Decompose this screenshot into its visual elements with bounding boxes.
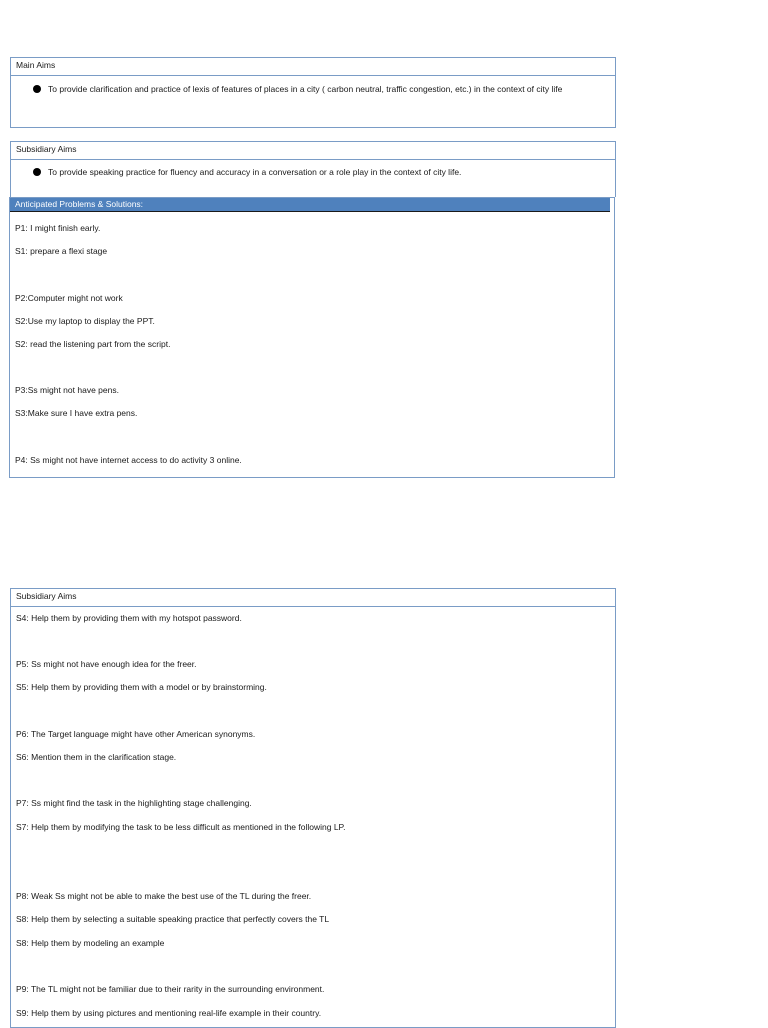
problem-line: P6: The Target language might have other American synonyms.: [16, 729, 256, 739]
main-aims-box: [10, 57, 616, 128]
problem-line: P4: Ss might not have internet access to do activity 3 online.: [15, 455, 242, 465]
bullet-icon: [33, 168, 41, 176]
solution-line: S2:Use my laptop to display the PPT.: [15, 316, 155, 326]
bullet-icon: [33, 85, 41, 93]
page2-header: Subsidiary Aims: [11, 589, 615, 607]
subsidiary-aims-box: [10, 141, 616, 197]
main-aims-bullet: [11, 76, 615, 103]
solution-line: S8: Help them by selecting a suitable speaking practice that perfectly covers the TL: [16, 914, 330, 924]
subsidiary-aims-text: To provide speaking practice for fluency and accuracy in a conversation or a role play in the context of city life.: [48, 167, 462, 177]
problem-line: P8: Weak Ss might not be able to make the best use of the TL during the freer.: [16, 891, 312, 901]
main-aims-text: To provide clarification and practice of lexis of features of places in a city ( carbon neutral, traffic congestion, etc.) in the context of city life: [48, 84, 563, 94]
subsidiary-aims-bullet: [11, 160, 615, 186]
solution-line: S8: Help them by modeling an example: [16, 938, 165, 948]
solution-line: S7: Help them by modifying the task to be less difficult as mentioned in the following LP.: [16, 822, 346, 832]
subsidiary-aims-header: Subsidiary Aims: [11, 142, 615, 160]
problems-header: Anticipated Problems & Solutions:: [10, 198, 610, 212]
solution-line: S9: Help them by using pictures and mentioning real-life example in their country.: [16, 1008, 322, 1018]
problem-line: P3:Ss might not have pens.: [15, 385, 119, 395]
solution-line: S2: read the listening part from the script.: [15, 339, 171, 349]
problem-line: P2:Computer might not work: [15, 293, 123, 303]
problem-line: P5: Ss might not have enough idea for the freer.: [16, 659, 197, 669]
problem-line: P1: I might finish early.: [15, 223, 101, 233]
main-aims-header: Main Aims: [11, 58, 615, 76]
solution-line: S4: Help them by providing them with my hotspot password.: [16, 613, 242, 623]
solution-line: S5: Help them by providing them with a model or by brainstorming.: [16, 682, 267, 692]
page2-box: [10, 588, 616, 1028]
solution-line: S1: prepare a flexi stage: [15, 246, 108, 256]
problem-line: P7: Ss might find the task in the highlighting stage challenging.: [16, 798, 252, 808]
problems-box: [9, 197, 615, 478]
problem-line: P9: The TL might not be familiar due to their rarity in the surrounding environment.: [16, 984, 325, 994]
solution-line: S6: Mention them in the clarification stage.: [16, 752, 177, 762]
solution-line: S3:Make sure I have extra pens.: [15, 408, 138, 418]
